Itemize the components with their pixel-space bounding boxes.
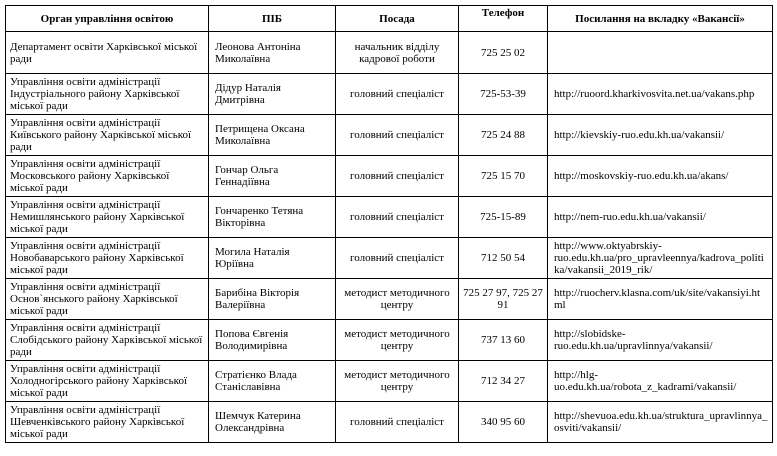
cell-position: методист методичного центру (336, 279, 459, 320)
table-row (6, 279, 773, 320)
cell-phone: 725 24 88 (459, 115, 548, 156)
table-row (6, 74, 773, 115)
cell-position: головний спеціаліст (336, 156, 459, 197)
cell-name: Гончар Ольга Геннадіївна (209, 156, 336, 197)
cell-position: головний спеціаліст (336, 74, 459, 115)
cell-link[interactable]: http://slobidske-ruo.edu.kh.ua/upravlinnya/vakansii/ (548, 320, 773, 361)
cell-name: Барибіна Вікторія Валеріївна (209, 279, 336, 320)
cell-org: Управління освіти адміністрації Індустріального району Харківської міської ради (6, 74, 209, 115)
table-row (6, 238, 773, 279)
header-link: Посилання на вкладку «Вакансії» (548, 6, 773, 32)
cell-phone: 737 13 60 (459, 320, 548, 361)
table-row (6, 402, 773, 443)
cell-link[interactable]: http://nem-ruo.edu.kh.ua/vakansii/ (548, 197, 773, 238)
cell-name: Леонова Антоніна Миколаївна (209, 32, 336, 74)
cell-link[interactable]: http://www.oktyabrskiy-ruo.edu.kh.ua/pro_upravleennya/kadrova_politika/vakansii_2019_rik/ (548, 238, 773, 279)
vacancies-contacts-table (5, 5, 773, 443)
cell-link[interactable]: http://shevuoa.edu.kh.ua/struktura_upravlinnya_osviti/vakansii/ (548, 402, 773, 443)
cell-phone: 725 27 97, 725 27 91 (459, 279, 548, 320)
cell-org: Управління освіти адміністрації Московського району Харківської міської ради (6, 156, 209, 197)
cell-org: Управління освіти адміністрації Слобідського району Харківської міської ради (6, 320, 209, 361)
cell-org: Департамент освіти Харківської міської ради (6, 32, 209, 74)
table-row (6, 320, 773, 361)
header-org: Орган управління освітою (6, 6, 209, 32)
cell-link[interactable] (548, 32, 773, 74)
cell-phone: 340 95 60 (459, 402, 548, 443)
cell-position: головний спеціаліст (336, 238, 459, 279)
cell-phone: 725-15-89 (459, 197, 548, 238)
cell-position: головний спеціаліст (336, 197, 459, 238)
cell-name: Попова Євгенія Володимирівна (209, 320, 336, 361)
cell-org: Управління освіти адміністрації Немишлянського району Харківської міської ради (6, 197, 209, 238)
cell-phone: 725 15 70 (459, 156, 548, 197)
cell-position: методист методичного центру (336, 361, 459, 402)
cell-phone: 725 25 02 (459, 32, 548, 74)
header-position: Посада (336, 6, 459, 32)
cell-phone: 712 50 54 (459, 238, 548, 279)
cell-name: Петрищена Оксана Миколаївна (209, 115, 336, 156)
cell-org: Управління освіти адміністрації Новобаварського району Харківської міської ради (6, 238, 209, 279)
cell-position: головний спеціаліст (336, 402, 459, 443)
cell-org: Управління освіти адміністрації Холодногірського району Харківської міської ради (6, 361, 209, 402)
cell-link[interactable]: http://moskovskiy-ruo.edu.kh.ua/akans/ (548, 156, 773, 197)
cell-link[interactable]: http://hlg-uo.edu.kh.ua/robota_z_kadrami/vakansii/ (548, 361, 773, 402)
cell-name: Гончаренко Тетяна Вікторівна (209, 197, 336, 238)
table-row (6, 361, 773, 402)
table-header-row (6, 6, 773, 32)
cell-name: Стратієнко Влада Станіславівна (209, 361, 336, 402)
table-row (6, 197, 773, 238)
cell-org: Управління освіти адміністрації Шевченківського району Харківської міської ради (6, 402, 209, 443)
cell-link[interactable]: http://kievskiy-ruo.edu.kh.ua/vakansii/ (548, 115, 773, 156)
table-row (6, 156, 773, 197)
cell-name: Дідур Наталія Дмитрівна (209, 74, 336, 115)
cell-position: головний спеціаліст (336, 115, 459, 156)
header-phone: Телефон (459, 6, 548, 32)
cell-phone: 712 34 27 (459, 361, 548, 402)
header-name: ПІБ (209, 6, 336, 32)
cell-phone: 725-53-39 (459, 74, 548, 115)
cell-link[interactable]: http://ruocherv.klasna.com/uk/site/vakansiyi.html (548, 279, 773, 320)
cell-position: начальник відділу кадрової роботи (336, 32, 459, 74)
cell-name: Шемчук Катерина Олександрівна (209, 402, 336, 443)
table-row (6, 115, 773, 156)
cell-name: Могила Наталія Юріївна (209, 238, 336, 279)
cell-link[interactable]: http://ruoord.kharkivosvita.net.ua/vakans.php (548, 74, 773, 115)
cell-position: методист методичного центру (336, 320, 459, 361)
cell-org: Управління освіти адміністрації Київського району Харківської міської ради (6, 115, 209, 156)
table-row (6, 32, 773, 74)
cell-org: Управління освіти адміністрації Основ`янського району Харківської міської ради (6, 279, 209, 320)
